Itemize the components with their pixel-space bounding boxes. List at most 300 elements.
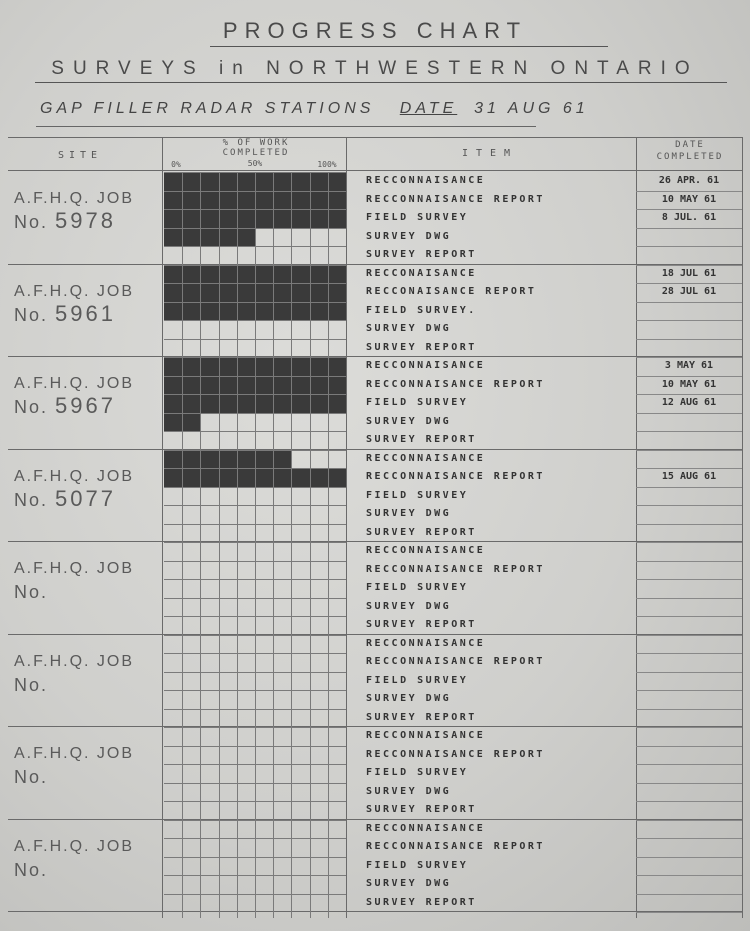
progress-cell-filled [291,468,309,487]
date-row-rule [636,820,742,821]
progress-cell-filled [273,302,291,321]
progress-cell-empty [182,524,200,543]
item-label: RECCONNAISANCE REPORT [366,656,545,667]
progress-cell-empty [200,820,218,839]
progress-cell-filled [291,283,309,302]
progress-cell-empty [273,690,291,709]
progress-cell-filled [237,357,255,376]
progress-cell-filled [200,357,218,376]
grid-column-rule [182,172,183,918]
progress-cell-empty [200,598,218,617]
progress-cell-empty [164,579,182,598]
progress-cell-empty [200,783,218,802]
progress-cell-empty [255,764,273,783]
progress-cell-empty [237,246,255,265]
date-row-rule [636,357,742,358]
progress-cell-empty [255,246,273,265]
date-row-rule [636,265,742,266]
progress-cell-empty [219,320,237,339]
progress-cell-empty [273,783,291,802]
table-top-rule [8,137,742,138]
progress-cell-empty [255,524,273,543]
date-row-rule [636,838,742,839]
progress-cell-empty [310,709,328,728]
progress-cell-filled [200,302,218,321]
progress-cell-empty [291,339,309,358]
progress-cell-empty [219,635,237,654]
progress-cell-filled [273,394,291,413]
progress-cell-empty [237,672,255,691]
progress-cell-empty [328,653,346,672]
progress-cell-empty [310,690,328,709]
progress-cell-filled [182,191,200,210]
site-label-line1: A.F.H.Q. JOB [14,652,135,670]
progress-cell-empty [328,542,346,561]
percent-100-label: 100% [317,160,337,169]
date-row-rule [636,339,742,340]
progress-cell-empty [273,561,291,580]
progress-cell-empty [273,857,291,876]
progress-cell-empty [328,746,346,765]
heading-underline [36,126,536,127]
site-label [14,653,154,697]
progress-cell-filled [310,172,328,191]
progress-cell-filled [200,468,218,487]
progress-cell-empty [237,690,255,709]
progress-cell-filled [237,172,255,191]
progress-cell-empty [291,764,309,783]
progress-cell-filled [310,283,328,302]
progress-cell-empty [200,579,218,598]
item-label: FIELD SURVEY [366,767,469,778]
progress-cell-empty [291,228,309,247]
progress-cell-empty [328,820,346,839]
site-divider [8,726,742,727]
item-label: SURVEY REPORT [366,434,477,445]
progress-cell-empty [255,690,273,709]
progress-cell-filled [219,302,237,321]
progress-cell-empty [291,616,309,635]
progress-cell-empty [310,783,328,802]
progress-cell-empty [164,524,182,543]
progress-cell-filled [200,172,218,191]
progress-cell-empty [182,487,200,506]
item-label: SURVEY DWG [366,415,452,427]
item-label: SURVEY REPORT [366,619,477,630]
progress-cell-empty [219,487,237,506]
progress-cell-filled [219,228,237,247]
progress-cell-empty [291,672,309,691]
progress-cell-filled [328,376,346,395]
date-header-line2: COMPLETED [656,152,724,162]
site-divider [8,449,742,450]
progress-cell-filled [255,394,273,413]
progress-cell-empty [291,894,309,913]
progress-cell-empty [164,783,182,802]
progress-cell-empty [310,431,328,450]
progress-cell-empty [182,505,200,524]
progress-cell-empty [310,246,328,265]
progress-cell-empty [328,690,346,709]
progress-cell-empty [164,505,182,524]
progress-cell-filled [200,191,218,210]
progress-cell-empty [200,764,218,783]
progress-cell-filled [328,302,346,321]
progress-cell-filled [182,172,200,191]
chart-heading [40,100,589,118]
item-label: RECCONNAISANCE [366,360,486,371]
progress-cell-empty [291,653,309,672]
progress-cell-empty [328,431,346,450]
progress-cell-empty [219,561,237,580]
progress-cell-empty [219,838,237,857]
progress-cell-empty [237,709,255,728]
progress-cell-filled [273,283,291,302]
progress-cell-empty [182,598,200,617]
progress-cell-filled [219,283,237,302]
job-number: 5978 [55,208,116,233]
date-row-rule [636,320,742,321]
progress-cell-empty [219,672,237,691]
site-label-line1: A.F.H.Q. JOB [14,560,135,577]
progress-cell-filled [182,283,200,302]
progress-cell-empty [310,727,328,746]
progress-cell-empty [164,838,182,857]
progress-cell-filled [255,450,273,469]
progress-cell-empty [273,598,291,617]
date-row-rule [636,394,742,395]
progress-cell-filled [200,283,218,302]
progress-cell-filled [328,357,346,376]
progress-cell-filled [255,172,273,191]
progress-cell-empty [291,450,309,469]
progress-cell-filled [273,450,291,469]
site-column-header: SITE [57,150,103,161]
progress-cell-filled [291,172,309,191]
job-no-label: No. [14,489,56,510]
progress-cell-empty [237,413,255,432]
progress-cell-empty [182,894,200,913]
heading-text: GAP FILLER RADAR STATIONS [40,100,375,117]
completion-date: 12 AUG 61 [661,397,717,408]
item-label: RECCONNAISANCE REPORT [366,193,545,205]
progress-cell-empty [310,857,328,876]
progress-cell-empty [310,653,328,672]
progress-cell-empty [328,857,346,876]
progress-cell-empty [328,727,346,746]
progress-cell-filled [200,376,218,395]
progress-cell-empty [200,542,218,561]
progress-cell-empty [310,746,328,765]
item-label: FIELD SURVEY [366,582,469,593]
site-label [14,560,154,604]
progress-cell-empty [255,431,273,450]
progress-cell-filled [164,302,182,321]
grid-column-rule [255,172,256,918]
site-label-line2 [14,208,154,234]
progress-cell-empty [182,857,200,876]
progress-cell-empty [273,320,291,339]
progress-cell-filled [164,228,182,247]
progress-cell-empty [164,635,182,654]
progress-cell-filled [273,357,291,376]
progress-cell-empty [182,339,200,358]
item-label: RECCONNAISANCE [366,637,486,649]
site-label-line1: A.F.H.Q. JOB [14,190,135,207]
percent-50-label: 50% [247,159,263,168]
progress-cell-filled [237,394,255,413]
grid-column-rule [200,172,201,918]
item-label: SURVEY DWG [366,508,452,519]
site-label-line2 [14,486,154,512]
progress-cell-empty [255,857,273,876]
progress-cell-filled [164,265,182,284]
grid-column-rule [237,172,238,918]
progress-cell-empty [182,320,200,339]
progress-cell-filled [200,209,218,228]
date-row-rule [636,598,742,599]
progress-cell-empty [255,339,273,358]
progress-cell-empty [237,505,255,524]
progress-cell-empty [237,653,255,672]
progress-cell-empty [328,598,346,617]
progress-cell-filled [219,468,237,487]
progress-cell-empty [255,894,273,913]
progress-cell-empty [291,635,309,654]
progress-cell-empty [291,690,309,709]
progress-cell-empty [164,653,182,672]
progress-cell-filled [291,357,309,376]
date-row-rule [636,524,742,525]
progress-cell-filled [310,191,328,210]
progress-cell-empty [200,690,218,709]
progress-cell-filled [182,394,200,413]
progress-cell-filled [328,468,346,487]
progress-cell-empty [200,561,218,580]
progress-cell-empty [273,505,291,524]
progress-cell-empty [219,339,237,358]
progress-cell-filled [255,302,273,321]
progress-cell-empty [255,820,273,839]
progress-cell-empty [291,246,309,265]
date-row-rule [636,246,742,247]
completion-date: 18 JUL 61 [661,267,717,279]
progress-cell-empty [291,542,309,561]
progress-cell-empty [200,320,218,339]
progress-cell-empty [164,431,182,450]
progress-cell-empty [219,579,237,598]
progress-cell-empty [219,616,237,635]
progress-cell-filled [164,450,182,469]
item-label: SURVEY REPORT [366,526,477,538]
progress-cell-empty [291,746,309,765]
item-label: FIELD SURVEY [366,212,469,223]
progress-cell-filled [164,468,182,487]
progress-cell-empty [291,413,309,432]
progress-cell-empty [273,894,291,913]
progress-cell-filled [310,302,328,321]
progress-cell-empty [310,413,328,432]
progress-cell-empty [164,746,182,765]
date-row-rule [636,912,742,913]
progress-cell-empty [164,320,182,339]
progress-cell-filled [291,376,309,395]
item-label: FIELD SURVEY [366,674,469,686]
progress-cell-empty [310,228,328,247]
job-no-label: No. [14,767,49,787]
completion-date: 26 APR. 61 [658,175,720,186]
progress-cell-empty [164,561,182,580]
progress-cell-filled [219,376,237,395]
progress-cell-empty [310,801,328,820]
date-row-rule [636,450,742,451]
progress-cell-empty [291,598,309,617]
progress-cell-empty [310,598,328,617]
progress-cell-empty [310,320,328,339]
progress-cell-empty [200,339,218,358]
progress-cell-empty [182,431,200,450]
date-row-rule [636,875,742,876]
item-label: SURVEY REPORT [366,711,477,723]
grid-column-rule [219,172,220,918]
progress-cell-empty [291,783,309,802]
progress-cell-filled [255,209,273,228]
progress-cell-empty [273,246,291,265]
progress-cell-filled [200,265,218,284]
progress-cell-filled [219,209,237,228]
progress-cell-empty [291,801,309,820]
progress-cell-empty [273,524,291,543]
progress-cell-filled [310,357,328,376]
grid-column-rule [291,172,292,918]
progress-cell-filled [273,376,291,395]
progress-cell-empty [328,505,346,524]
progress-cell-empty [237,320,255,339]
progress-cell-empty [182,727,200,746]
progress-cell-empty [182,764,200,783]
item-label: SURVEY DWG [366,323,452,334]
progress-cell-filled [219,450,237,469]
date-row-rule [636,468,742,469]
progress-cell-empty [273,653,291,672]
item-label: RECCONAISANCE [366,267,477,279]
progress-cell-empty [328,413,346,432]
progress-cell-filled [273,191,291,210]
progress-cell-empty [255,505,273,524]
progress-cell-filled [273,265,291,284]
item-label: SURVEY REPORT [366,804,477,815]
progress-cell-empty [328,339,346,358]
progress-cell-empty [219,857,237,876]
date-row-rule [636,487,742,488]
progress-cell-filled [291,394,309,413]
progress-cell-empty [273,727,291,746]
job-no-label: No. [14,212,56,232]
progress-cell-empty [328,894,346,913]
progress-cell-empty [291,505,309,524]
site-label-line1: A.F.H.Q. JOB [14,837,135,855]
progress-cell-empty [200,413,218,432]
progress-cell-empty [237,801,255,820]
progress-cell-empty [255,228,273,247]
progress-cell-filled [182,228,200,247]
progress-cell-empty [200,801,218,820]
progress-cell-empty [328,764,346,783]
progress-cell-empty [237,635,255,654]
progress-cell-empty [219,246,237,265]
progress-cell-filled [255,191,273,210]
completion-date: 15 AUG 61 [661,471,717,482]
progress-cell-empty [255,783,273,802]
progress-cell-empty [255,320,273,339]
progress-cell-empty [273,764,291,783]
progress-cell-empty [310,894,328,913]
progress-cell-empty [219,727,237,746]
progress-cell-empty [200,616,218,635]
progress-cell-empty [164,875,182,894]
progress-cell-empty [182,653,200,672]
progress-cell-empty [237,542,255,561]
progress-cell-empty [164,598,182,617]
progress-cell-empty [219,598,237,617]
progress-cell-filled [291,265,309,284]
progress-cell-empty [182,838,200,857]
date-row-rule [636,542,742,543]
site-divider [8,541,742,542]
progress-cell-filled [310,209,328,228]
progress-cell-filled [328,209,346,228]
date-row-rule [636,616,742,617]
progress-cell-filled [291,209,309,228]
site-label-line1: A.F.H.Q. JOB [14,282,135,300]
progress-cell-filled [182,450,200,469]
site-label-line2 [14,763,154,789]
site-divider [8,911,742,912]
progress-cell-empty [255,616,273,635]
date-row-rule [636,505,742,506]
progress-cell-empty [182,579,200,598]
progress-cell-empty [310,487,328,506]
progress-cell-empty [219,505,237,524]
progress-cell-empty [237,746,255,765]
site-label-line2 [14,301,154,327]
date-row-rule [636,431,742,432]
progress-cell-empty [164,820,182,839]
progress-cell-filled [200,394,218,413]
progress-cell-empty [328,875,346,894]
date-row-rule [636,746,742,747]
progress-cell-empty [182,875,200,894]
progress-cell-empty [310,524,328,543]
date-row-rule [636,801,742,802]
progress-cell-filled [164,191,182,210]
progress-cell-empty [310,764,328,783]
chart-title: PROGRESS CHART [222,18,528,43]
progress-cell-empty [310,820,328,839]
progress-cell-empty [237,487,255,506]
progress-cell-empty [328,838,346,857]
site-label [14,468,154,512]
date-row-rule [636,561,742,562]
progress-cell-filled [237,191,255,210]
table-right-edge [742,137,743,918]
progress-cell-empty [200,246,218,265]
progress-cell-empty [237,857,255,876]
progress-cell-empty [200,838,218,857]
item-label: RECCONNAISANCE REPORT [366,841,545,852]
progress-cell-empty [291,727,309,746]
date-row-rule [636,191,742,192]
